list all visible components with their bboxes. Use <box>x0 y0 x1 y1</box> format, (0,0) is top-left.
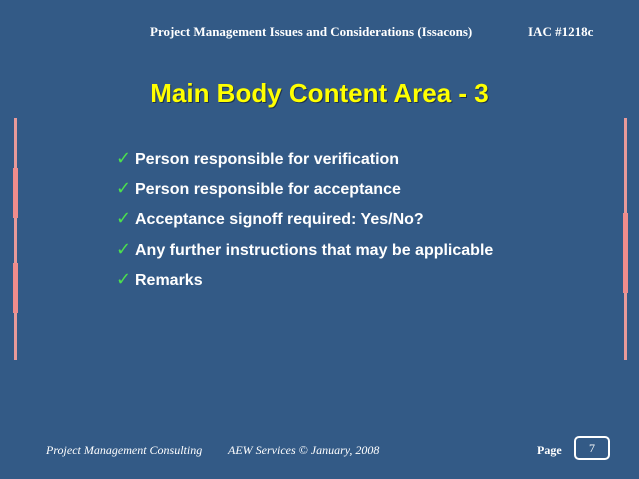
right-bar-segment <box>623 213 628 293</box>
left-bar-segment <box>13 168 18 218</box>
left-side-bar <box>14 118 17 360</box>
check-icon: ✓ <box>116 148 132 169</box>
bullet-item <box>116 239 493 269</box>
slide-header <box>150 24 594 40</box>
footer-left: Project Management Consulting <box>46 443 203 457</box>
bullet-text: Person responsible for acceptance <box>135 181 401 199</box>
check-icon: ✓ <box>116 268 132 290</box>
check-icon: ✓ <box>116 238 132 260</box>
left-bar-segment <box>13 263 18 313</box>
bullet-item <box>116 178 493 208</box>
header-title: Project Management Issues and Considerations (Issacons) <box>150 24 473 39</box>
footer-copyright: AEW Services © January, 2008 <box>228 443 380 457</box>
slide-title: Main Body Content Area - 3 <box>150 78 489 108</box>
bullet-text: Remarks <box>135 271 203 289</box>
page-label: Page <box>537 443 562 457</box>
check-icon: ✓ <box>116 178 132 200</box>
bullet-list <box>116 148 493 299</box>
header-code: IAC #1218c <box>528 24 594 39</box>
bullet-item <box>116 148 493 178</box>
bullet-text: Acceptance signoff required: Yes/No? <box>135 211 424 229</box>
bullet-item <box>116 269 493 299</box>
bullet-text: Person responsible for verification <box>135 151 400 168</box>
check-icon: ✓ <box>116 208 132 230</box>
bullet-text: Any further instructions that may be applicable <box>135 241 494 259</box>
page-number: 7 <box>574 436 610 460</box>
bullet-item <box>116 208 493 238</box>
right-side-bar <box>624 118 627 360</box>
